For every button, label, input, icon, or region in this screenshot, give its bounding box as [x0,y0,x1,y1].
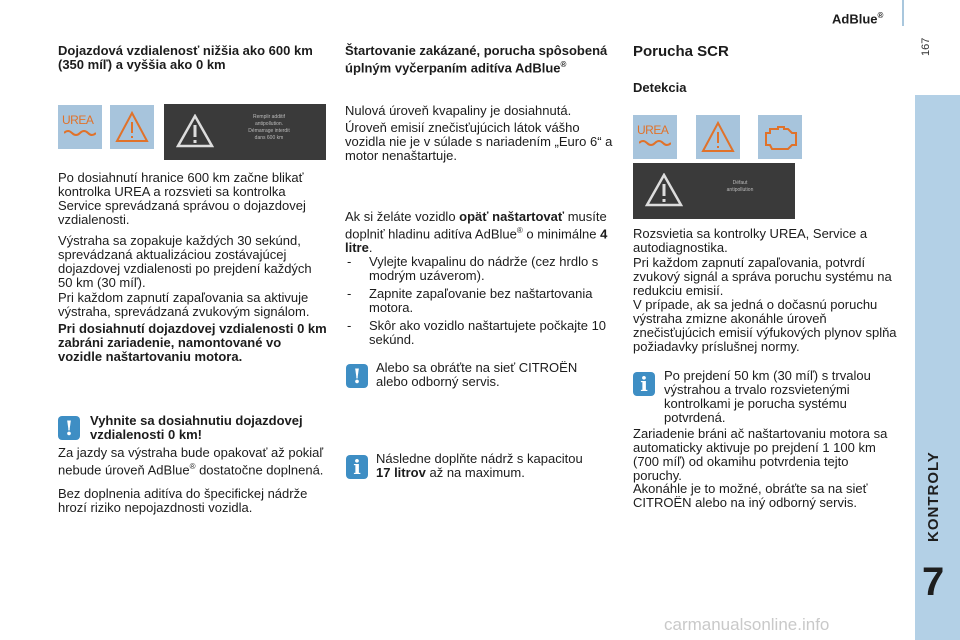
urea-wave-icon [64,129,96,137]
engine-icon [762,123,798,151]
warning-note-icon: ! [58,416,80,440]
display-message: Défaut antipollution [726,180,754,193]
col1-paragraph: Pri každom zapnutí zapaľovania sa aktivuje výstraha, sprevádzaná zvukovým signálom. [58,290,310,319]
col2-note: Alebo sa obráťte na sieť CITROËN alebo odborný servis. [376,360,578,389]
header-divider [902,0,904,26]
col3-subheading: Detekcia [633,80,687,95]
col3-paragraph: Akonáhle je to možné, obráťte sa na sieť CITROËN alebo na iný odborný servis. [633,481,868,510]
display-message: Remplir additif antipollution. Démarrage interdit dans 600 km [248,114,290,141]
list-item: - Vylejte kvapalinu do nádrže (cez hrdlo s modrým uzáverom). [345,255,610,283]
urea-wave-icon [639,139,671,147]
col1-heading: Dojazdová vzdialenosť nižšia ako 600 km (350 míľ) a vyššia ako 0 km [58,43,313,72]
refill-steps-list [345,255,610,351]
service-warning-lamp [696,115,740,159]
urea-warning-lamp: UREA [633,115,677,159]
instrument-display [633,163,795,219]
info-note-icon: i [633,372,655,396]
engine-diagnostic-lamp [758,115,802,159]
col3-note: Po prejdení 50 km (30 míľ) s trvalou výstrahou a trvalo rozsvietenými kontrolkami je porucha systému potvrdená. [664,368,871,425]
col2-paragraph: Ak si želáte vozidlo opäť naštartovať musíte doplniť hladinu aditíva AdBlue® o minimálne 4 litre. [345,209,608,256]
col3-paragraph: Rozsvietia sa kontrolky UREA, Service a autodiagnostika. [633,226,868,255]
col2-note: Následne doplňte nádrž s kapacitou 17 litrov až na maximum. [376,451,583,480]
warning-triangle-icon [115,111,149,143]
chapter-number: 7 [922,560,945,604]
chapter-tab [915,95,960,640]
col3-paragraph: Pri každom zapnutí zapaľovania, potvrdí zvukový signál a správa poruchu systému na redukciu emisií. [633,255,892,298]
urea-warning-lamp: UREA [58,105,102,149]
col2-paragraph: Nulová úroveň kvapaliny je dosiahnutá. [345,103,572,118]
col1-paragraph: Za jazdy sa výstraha bude opakovať až pokiaľ nebude úroveň AdBlue® dostatočne doplnená. [58,445,324,478]
col1-bold-paragraph: Pri dosiahnutí dojazdovej vzdialenosti 0 km zabráni zariadenie, namontované vo vozidle naštartovaniu motora. [58,321,327,364]
service-warning-lamp [110,105,154,149]
instrument-display [164,104,326,160]
col2-paragraph: Úroveň emisií znečisťujúcich látok vášho vozidla nie je v súlade s nariadením „Euro 6“ a motor nenaštartuje. [345,120,613,163]
col1-paragraph: Po dosiahnutí hranice 600 km začne blikať kontrolka UREA a rozsvieti sa kontrolka Service sprevádzaná správou o dojazdovej vzdialenosti. [58,170,306,227]
list-item: - Skôr ako vozidlo naštartujete počkajte 10 sekúnd. [345,319,610,347]
col1-warning-note: Vyhnite sa dosiahnutiu dojazdovej vzdialenosti 0 km! [90,413,303,442]
warning-note-icon: ! [346,364,368,388]
section-title: AdBlue® [832,11,884,27]
warning-triangle-icon [701,121,735,153]
col1-paragraph: Bez doplnenia aditíva do špecifickej nádrže hrozí riziko nepojazdnosti vozidla. [58,486,308,515]
warning-triangle-icon [645,173,683,207]
page-number: 167 [920,37,932,56]
chapter-label: KONTROLY [925,451,942,542]
col3-heading: Porucha SCR [633,43,729,60]
list-item: - Zapnite zapaľovanie bez naštartovania motora. [345,287,610,315]
watermark: carmanualsonline.info [664,615,830,634]
warning-triangle-icon [176,114,214,148]
col1-paragraph: Výstraha sa zopakuje každých 30 sekúnd, sprevádzaná aktualizáciou zostávajúcej dojazdovej vzdialenosti po prejdení každých 50 km (30 míľ). [58,233,312,290]
col2-heading: Štartovanie zakázané, porucha spôsobená úplným vyčerpaním aditíva AdBlue® [345,43,608,76]
col3-paragraph: V prípade, ak sa jedná o dočasnú poruchu výstraha zmizne akonáhle úroveň znečisťujúcich emisií výfukových plynov splňa požiadavky príslušnej normy. [633,297,897,354]
info-note-icon: i [346,455,368,479]
col3-paragraph: Zariadenie bráni ač naštartovaniu motora sa automaticky aktivuje po prejdení 1 100 km (700 míľ) od okamihu potvrdenia tejto poruchy. [633,426,888,483]
